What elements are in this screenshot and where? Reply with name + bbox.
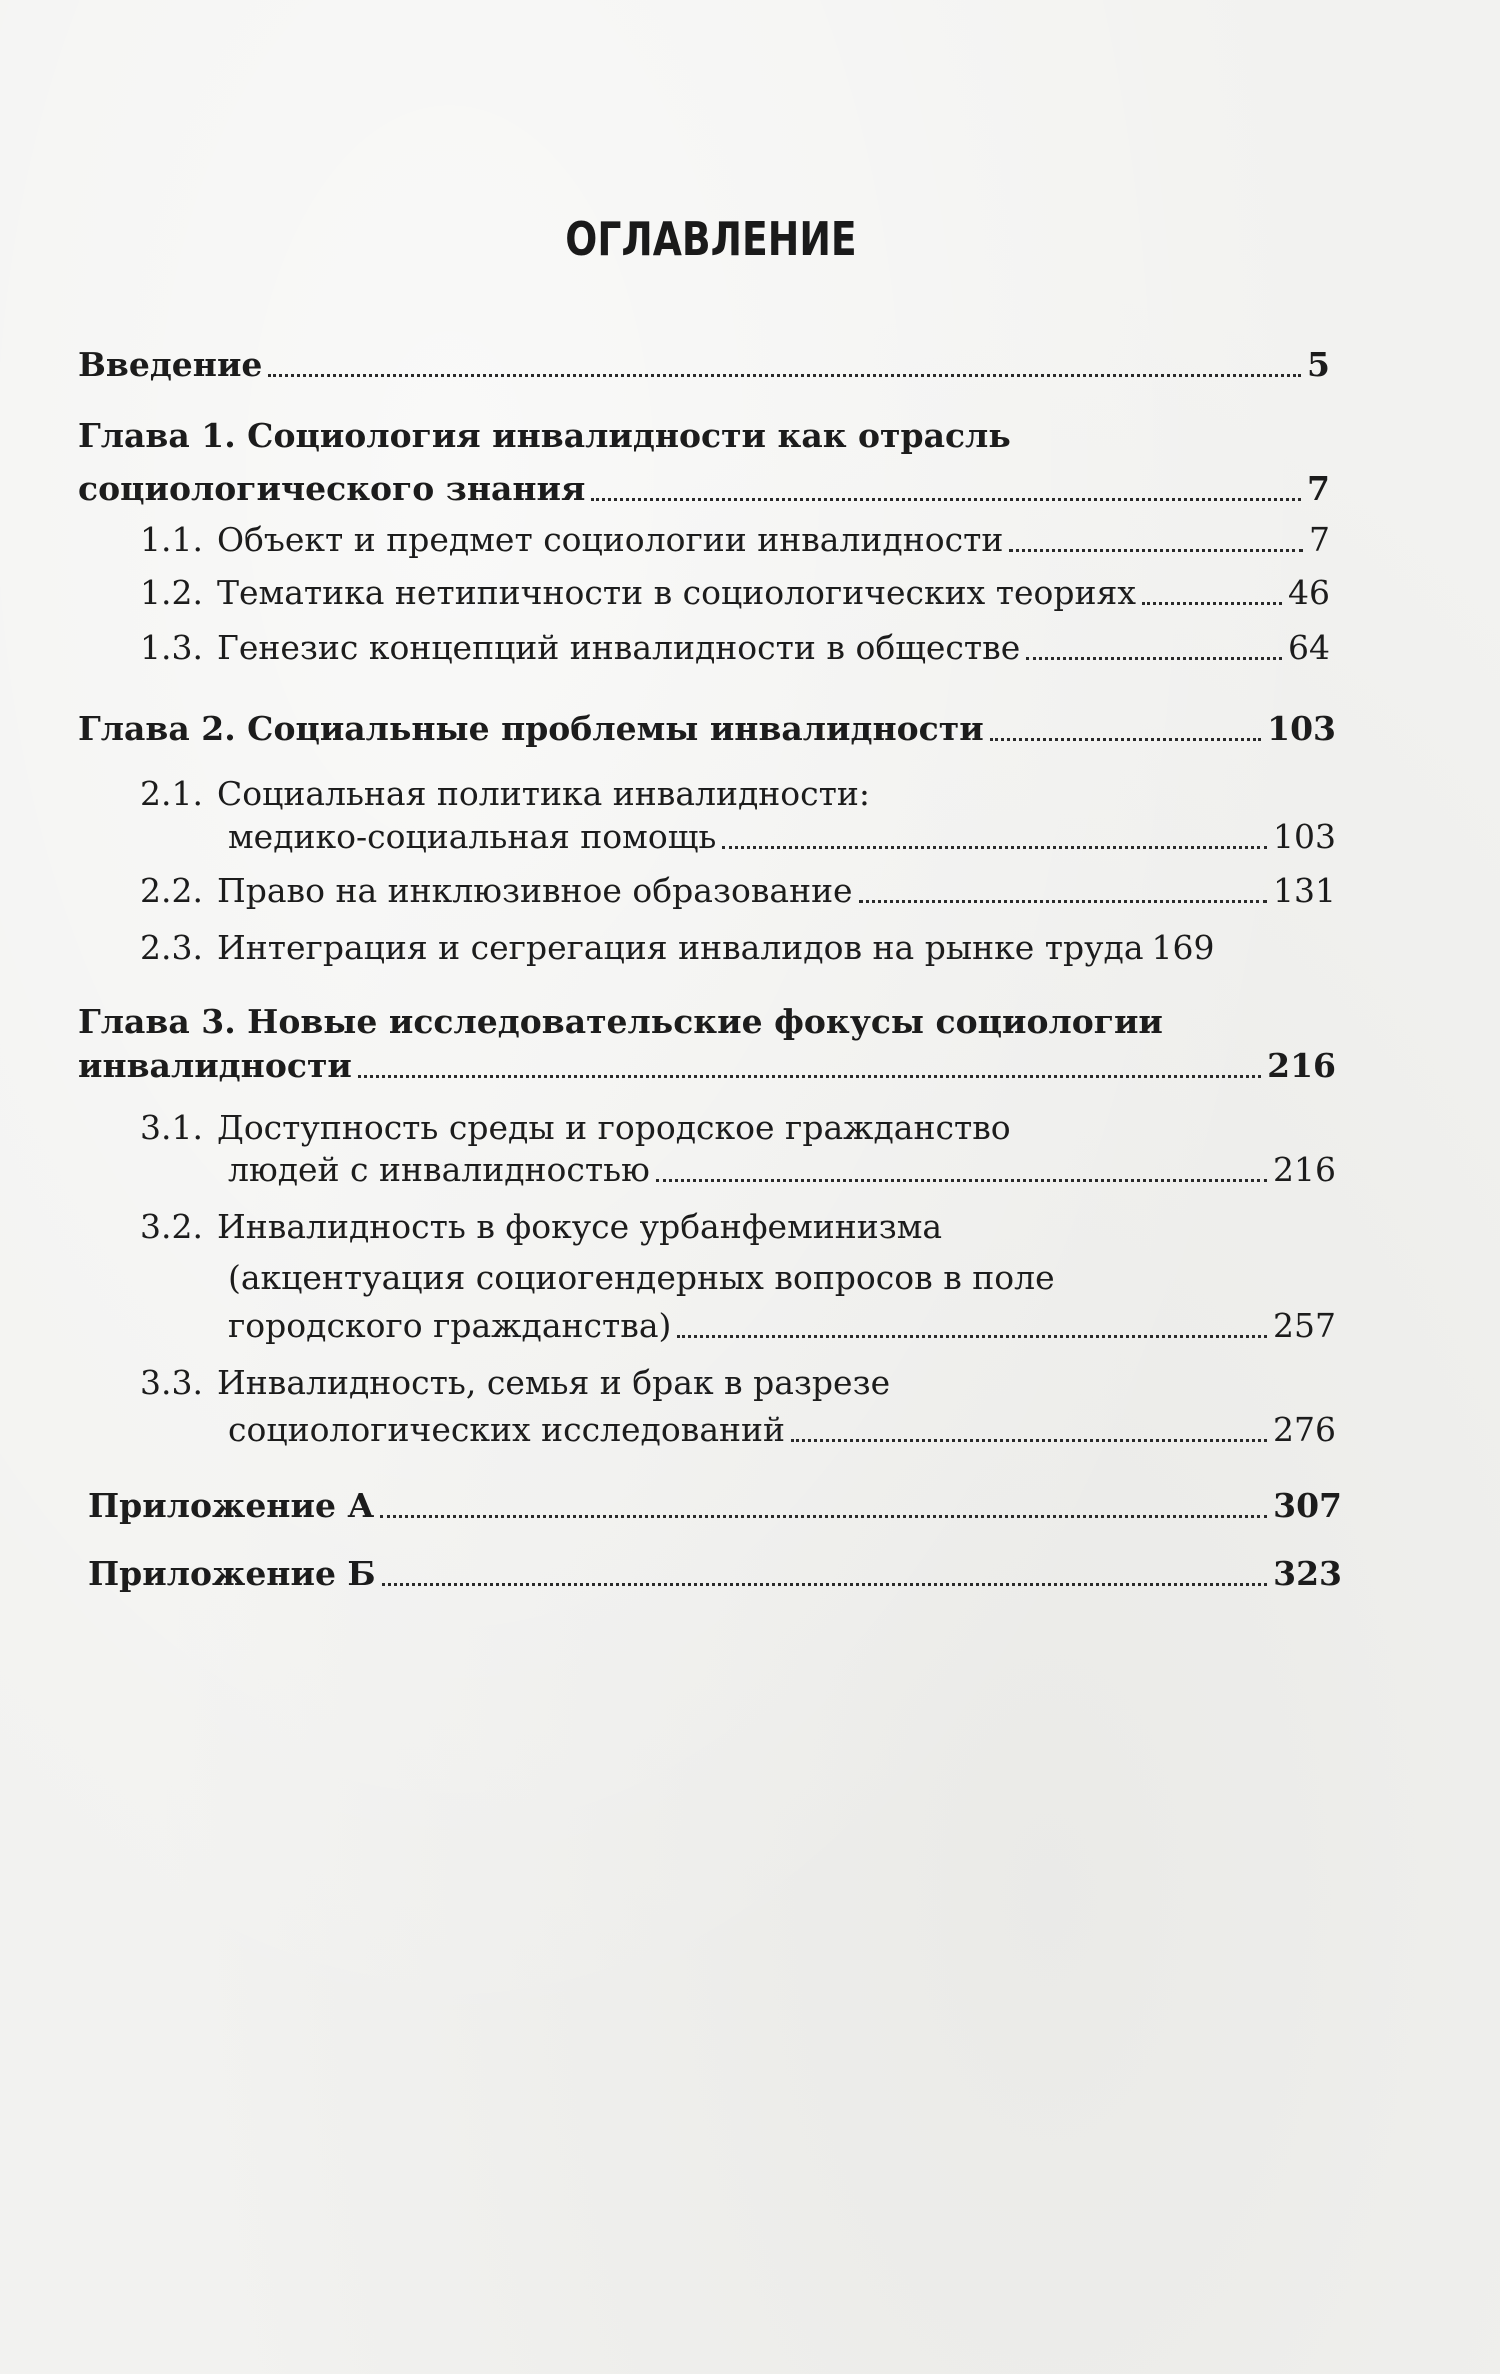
section-number: 2.3. bbox=[140, 928, 203, 967]
dot-leader bbox=[990, 738, 1261, 741]
toc-entry-chapter-1 bbox=[78, 467, 1330, 511]
dot-leader bbox=[656, 1179, 1267, 1182]
toc-page-number: 5 bbox=[1307, 345, 1330, 384]
toc-entry-chapter-1-line1 bbox=[78, 414, 1011, 458]
toc-entry-title: инвалидности bbox=[78, 1046, 352, 1085]
toc-page-number: 276 bbox=[1273, 1410, 1336, 1449]
toc-entry-title: (акцентуация социогендерных вопросов в поле bbox=[228, 1258, 1055, 1297]
toc-entry-intro bbox=[78, 343, 1330, 387]
toc-page-number: 64 bbox=[1288, 628, 1330, 667]
dot-leader bbox=[382, 1583, 1267, 1586]
toc-page-number: 257 bbox=[1273, 1306, 1336, 1345]
section-number: 3.2. bbox=[140, 1207, 203, 1246]
toc-page-number: 103 bbox=[1267, 709, 1336, 748]
toc-entry-title: Глава 1. Социология инвалидности как отрасль bbox=[78, 416, 1011, 455]
toc-entry-title: Интеграция и сегрегация инвалидов на рынке труда bbox=[216, 928, 1144, 967]
toc-page-number: 323 bbox=[1273, 1554, 1342, 1593]
section-number: 3.3. bbox=[140, 1363, 203, 1402]
toc-entry-title: Социальная политика инвалидности: bbox=[216, 774, 870, 813]
toc-entry-appendix-b bbox=[88, 1552, 1342, 1596]
toc-entry-title: Право на инклюзивное образование bbox=[216, 871, 853, 910]
toc-entry-title: Инвалидность, семья и брак в разрезе bbox=[216, 1363, 891, 1402]
dot-leader bbox=[1009, 549, 1303, 552]
toc-entry-title: Глава 2. Социальные проблемы инвалидности bbox=[78, 709, 984, 748]
toc-entry-2-1-line1 bbox=[140, 772, 870, 816]
toc-entry-title: социологических исследований bbox=[228, 1410, 785, 1449]
toc-page-number: 131 bbox=[1273, 871, 1336, 910]
toc-entry-1-1 bbox=[140, 518, 1330, 562]
toc-entry-3-2-line1 bbox=[140, 1205, 942, 1249]
dot-leader bbox=[1142, 602, 1282, 605]
toc-page-number: 7 bbox=[1309, 520, 1330, 559]
toc-entry-2-2 bbox=[140, 869, 1336, 913]
toc-entry-chapter-3-line1 bbox=[78, 1000, 1163, 1044]
toc-entry-2-1 bbox=[228, 815, 1336, 859]
dot-leader bbox=[859, 900, 1267, 903]
dot-leader bbox=[268, 374, 1301, 377]
dot-leader bbox=[1026, 657, 1282, 660]
toc-entry-3-3 bbox=[228, 1408, 1336, 1452]
toc-entry-3-2 bbox=[228, 1304, 1336, 1348]
section-number: 1.1. bbox=[140, 520, 203, 559]
toc-entry-title: социологического знания bbox=[78, 469, 586, 508]
dot-leader bbox=[791, 1439, 1267, 1442]
page-title: ОГЛАВЛЕНИЕ bbox=[565, 212, 857, 266]
toc-entry-3-1-line1 bbox=[140, 1106, 1011, 1150]
toc-entry-title: Приложение Б bbox=[88, 1554, 376, 1593]
toc-entry-title: Инвалидность в фокусе урбанфеминизма bbox=[216, 1207, 943, 1246]
toc-entry-3-2-line2 bbox=[228, 1256, 1055, 1300]
section-number: 3.1. bbox=[140, 1108, 203, 1147]
toc-entry-chapter-3 bbox=[78, 1044, 1336, 1088]
toc-entry-2-3 bbox=[140, 926, 1336, 970]
toc-page-number: 103 bbox=[1273, 817, 1336, 856]
toc-entry-title: Глава 3. Новые исследовательские фокусы социологии bbox=[78, 1002, 1163, 1041]
section-number: 1.3. bbox=[140, 628, 203, 667]
toc-entry-3-3-line1 bbox=[140, 1361, 890, 1405]
toc-page-number: 46 bbox=[1288, 573, 1330, 612]
toc-entry-3-1 bbox=[228, 1148, 1336, 1192]
toc-page-number: 307 bbox=[1273, 1486, 1342, 1525]
toc-entry-1-3 bbox=[140, 626, 1330, 670]
toc-page-number: 7 bbox=[1307, 469, 1330, 508]
toc-entry-title: Доступность среды и городское гражданство bbox=[216, 1108, 1011, 1147]
section-number: 2.1. bbox=[140, 774, 203, 813]
dot-leader bbox=[591, 498, 1301, 501]
toc-entry-title: Объект и предмет социологии инвалидности bbox=[216, 520, 1004, 559]
section-number: 1.2. bbox=[140, 573, 203, 612]
toc-entry-title: городского гражданства) bbox=[228, 1306, 672, 1345]
toc-entry-chapter-2 bbox=[78, 707, 1336, 751]
toc-page-number: 169 bbox=[1151, 928, 1215, 967]
toc-entry-appendix-a bbox=[88, 1484, 1342, 1528]
toc-page-number: 216 bbox=[1273, 1150, 1336, 1189]
toc-entry-1-2 bbox=[140, 571, 1330, 615]
toc-entry-title: Введение bbox=[78, 345, 263, 384]
dot-leader bbox=[722, 846, 1267, 849]
dot-leader bbox=[677, 1335, 1267, 1338]
toc-page-number: 216 bbox=[1267, 1046, 1336, 1085]
toc-entry-title: Тематика нетипичности в социологических теориях bbox=[216, 573, 1136, 612]
dot-leader bbox=[380, 1515, 1267, 1518]
toc-entry-title: людей с инвалидностью bbox=[228, 1150, 650, 1189]
toc-entry-title: медико-социальная помощь bbox=[228, 817, 717, 856]
toc-entry-title: Генезис концепций инвалидности в обществе bbox=[216, 628, 1021, 667]
dot-leader bbox=[358, 1075, 1261, 1078]
toc-entry-title: Приложение А bbox=[88, 1486, 375, 1525]
section-number: 2.2. bbox=[140, 871, 203, 910]
